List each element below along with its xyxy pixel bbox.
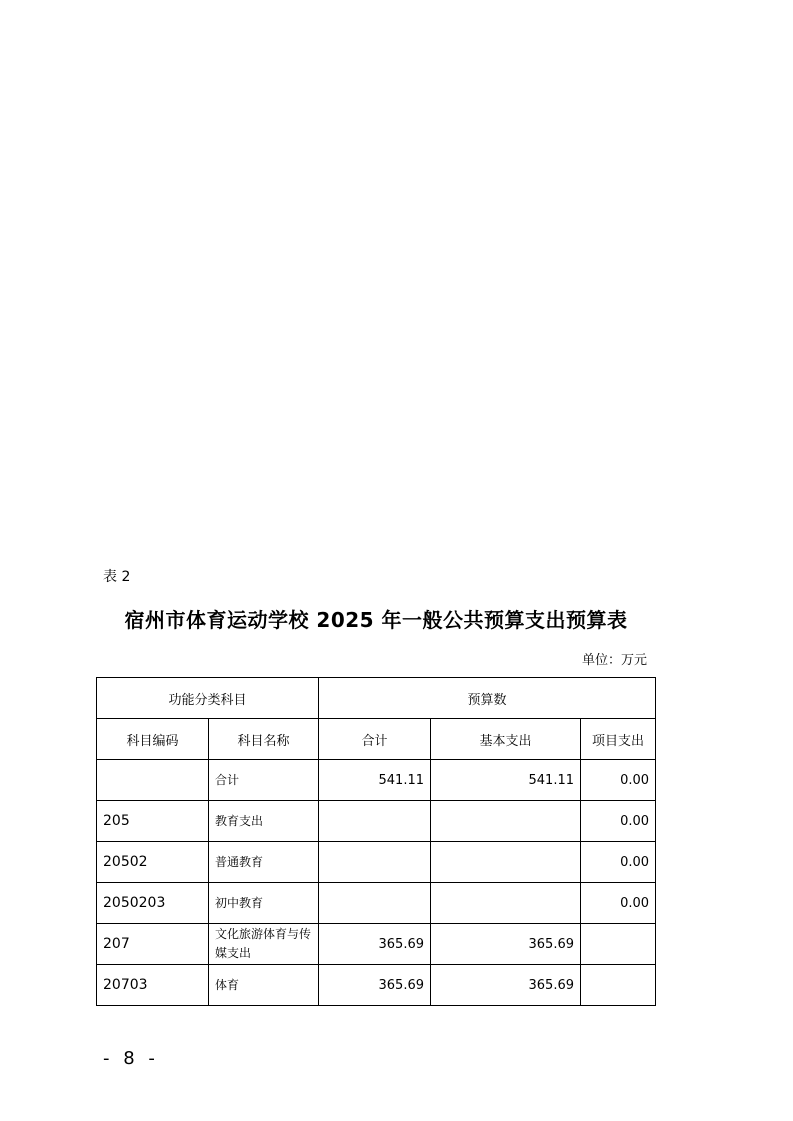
table-row [97, 760, 656, 801]
cell-name: 初中教育 [209, 883, 319, 924]
header-basic-expense: 基本支出 [431, 719, 581, 760]
cell-total [319, 801, 431, 842]
cell-basic [431, 842, 581, 883]
cell-total: 365.69 [319, 965, 431, 1006]
table-row [97, 842, 656, 883]
cell-total [319, 842, 431, 883]
cell-name: 普通教育 [209, 842, 319, 883]
table-header-row [97, 719, 656, 760]
cell-name: 体育 [209, 965, 319, 1006]
cell-code: 205 [97, 801, 209, 842]
table-row [97, 801, 656, 842]
table-header-group-row [97, 678, 656, 719]
cell-code: 2050203 [97, 883, 209, 924]
header-function-category: 功能分类科目 [97, 678, 319, 719]
unit-label: 单位：万元 [581, 653, 647, 668]
budget-table [96, 677, 656, 1006]
table-label: 表 2 [103, 569, 131, 585]
header-subject-name: 科目名称 [209, 719, 319, 760]
cell-code [97, 760, 209, 801]
cell-basic: 541.11 [431, 760, 581, 801]
header-budget-amount: 预算数 [319, 678, 656, 719]
cell-basic [431, 883, 581, 924]
cell-total: 365.69 [319, 924, 431, 965]
cell-basic: 365.69 [431, 924, 581, 965]
header-project-expense: 项目支出 [581, 719, 656, 760]
table-row [97, 965, 656, 1006]
page-number: - 8 - [103, 1048, 159, 1069]
cell-total: 541.11 [319, 760, 431, 801]
document-title: 宿州市体育运动学校 2025 年一般公共预算支出预算表 [124, 608, 628, 632]
cell-total [319, 883, 431, 924]
cell-code: 207 [97, 924, 209, 965]
cell-project: 0.00 [581, 883, 656, 924]
header-total: 合计 [319, 719, 431, 760]
cell-project [581, 965, 656, 1006]
cell-basic [431, 801, 581, 842]
cell-code: 20703 [97, 965, 209, 1006]
cell-name: 教育支出 [209, 801, 319, 842]
header-subject-code: 科目编码 [97, 719, 209, 760]
cell-project: 0.00 [581, 760, 656, 801]
cell-project: 0.00 [581, 801, 656, 842]
cell-name: 合计 [209, 760, 319, 801]
cell-name: 文化旅游体育与传媒支出 [209, 924, 319, 965]
table-row [97, 883, 656, 924]
cell-basic: 365.69 [431, 965, 581, 1006]
cell-project: 0.00 [581, 842, 656, 883]
cell-code: 20502 [97, 842, 209, 883]
table-row [97, 924, 656, 965]
cell-project [581, 924, 656, 965]
